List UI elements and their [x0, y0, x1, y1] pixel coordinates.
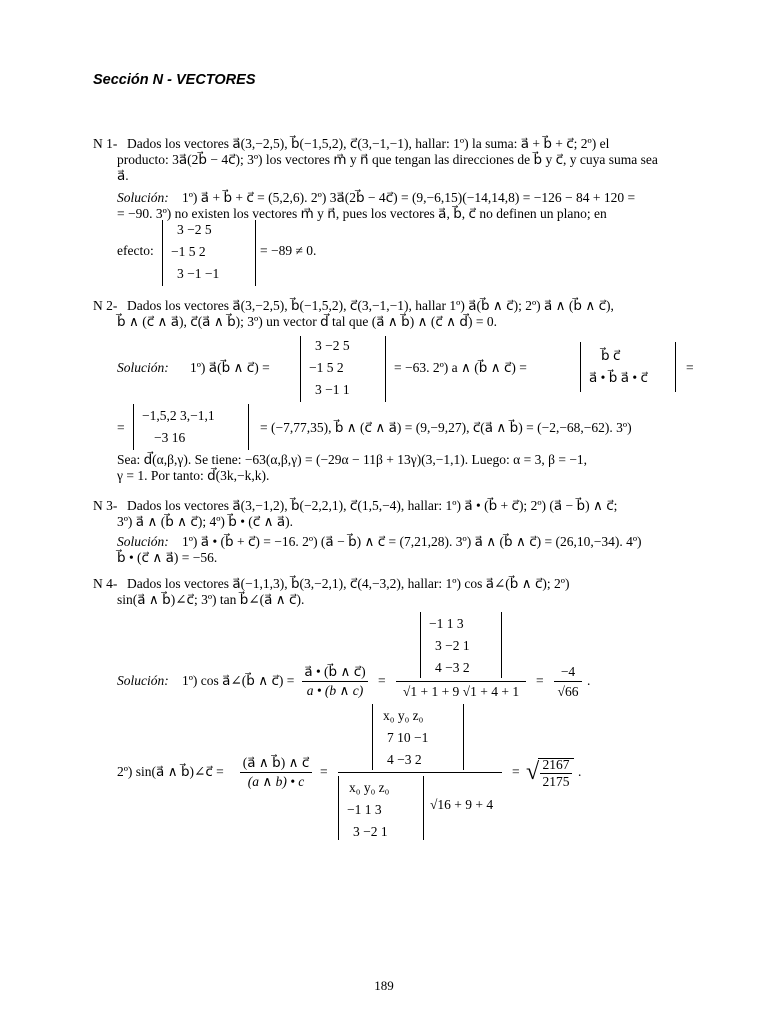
det-row: 3 −2 1 — [353, 824, 388, 839]
problem-text: Dados los vectores a⃗(3,−2,5), b⃗(−1,5,2), c⃗(3,−1,−1), hallar 1º) a⃗(b⃗ ∧ c⃗); 2º) a⃗ ∧ (b⃗ ∧ c⃗), — [127, 298, 614, 313]
problem-label: N 2- — [93, 298, 118, 313]
fraction-denominator: a • (b ∧ c) — [306, 683, 364, 698]
solution-text: γ = 1. Por tanto: d⃗(3k,−k,k). — [117, 468, 270, 483]
det-row: 4 −3 2 — [435, 660, 470, 675]
determinant — [338, 776, 424, 840]
equals-sign: = — [536, 673, 544, 688]
solution-text: 1º) cos a⃗∠(b⃗ ∧ c⃗) = — [182, 673, 295, 688]
det-row: 3 −2 1 — [435, 638, 470, 653]
solution-text: 1º) a⃗ • (b⃗ + c⃗) = −16. 2º) (a⃗ − b⃗) ∧ c⃗ = (7,21,28). 3º) a⃗ ∧ (b⃗ ∧ c⃗) = (26,10,−34). 4º) — [182, 534, 642, 549]
solution-text: = −90. 3º) no existen los vectores m⃗ y n⃗, pues los vectores a⃗, b⃗, c⃗ no definen un plano; en — [117, 206, 607, 221]
page-number: 189 — [374, 978, 394, 993]
fraction-numerator: a⃗ • (b⃗ ∧ c⃗) — [304, 664, 366, 679]
solution-text: = (−7,77,35), b⃗ ∧ (c⃗ ∧ a⃗) = (9,−9,27), c⃗(a⃗ ∧ b⃗) = (−2,−68,−62). 3º) — [260, 420, 632, 435]
radical-expression: √16 + 9 + 4 — [430, 797, 494, 812]
fraction-numerator: (a⃗ ∧ b⃗) ∧ c⃗ — [242, 755, 310, 770]
problem-text: a⃗. — [117, 168, 129, 183]
det-row: 4 −3 2 — [387, 752, 422, 767]
problem-text: Dados los vectores a⃗(3,−1,2), b⃗(−2,2,1), c⃗(1,5,−4), hallar: 1º) a⃗ • (b⃗ + c⃗); 2º) (a⃗ − b⃗) ∧ c⃗; — [127, 498, 618, 513]
solution-label: Solución: — [117, 360, 169, 375]
det-row: x₀ y₀ z₀ — [383, 708, 424, 723]
equals-sign: = — [320, 764, 328, 779]
problem-label: N 1- — [93, 136, 118, 151]
period: . — [578, 764, 582, 779]
period: . — [587, 673, 591, 688]
result-numerator: −4 — [560, 664, 576, 679]
solution-label: Solución: — [117, 673, 169, 688]
det-row: 7 10 −1 — [387, 730, 429, 745]
fraction-bar — [302, 681, 368, 682]
problem-text: Dados los vectores a⃗(−1,1,3), b⃗(3,−2,1), c⃗(4,−3,2), hallar: 1º) cos a⃗∠(b⃗ ∧ c⃗); 2º) — [127, 576, 570, 591]
solution-text: Sea: d⃗(α,β,γ). Se tiene: −63(α,β,γ) = (−29α − 11β + 13γ)(3,−1,1). Luego: α = 3, β = −1, — [117, 452, 588, 467]
problem-text: producto: 3a⃗(2b⃗ − 4c⃗); 3º) los vectores m⃗ y n⃗ que tengan las direcciones de b⃗ y c⃗, y cuya suma sea — [117, 152, 658, 167]
problem-text: Dados los vectores a⃗(3,−2,5), b⃗(−1,5,2), c⃗(3,−1,−1), hallar: 1º) la suma: a⃗ + b⃗ + c⃗; 2º) el — [127, 136, 610, 151]
solution-text: = — [686, 360, 694, 375]
det-row: 3 −2 5 — [315, 338, 350, 353]
equals-sign: = — [512, 764, 520, 779]
radical-expression: √1 + 1 + 9 √1 + 4 + 1 — [402, 684, 520, 699]
determinant — [372, 704, 464, 770]
solution-text: 1º) a⃗ + b⃗ + c⃗ = (5,2,6). 2º) 3a⃗(2b⃗ − 4c⃗) = (9,−6,15)(−14,14,8) = −126 − 84 + 120 = — [182, 190, 636, 205]
determinant — [133, 404, 249, 450]
determinant — [420, 612, 502, 678]
det-prefix: efecto: — [117, 243, 154, 258]
solution-text: 1º) a⃗(b⃗ ∧ c⃗) = — [190, 360, 270, 375]
determinant — [580, 342, 676, 392]
problem-text: b⃗ ∧ (c⃗ ∧ a⃗), c⃗(a⃗ ∧ b⃗); 3º) un vector d⃗ tal que (a⃗ ∧ b⃗) ∧ (c⃗ ∧ d⃗) = 0. — [117, 314, 497, 329]
solution-text: b⃗ • (c⃗ ∧ a⃗) = −56. — [117, 550, 218, 565]
problem-text: sin(a⃗ ∧ b⃗)∠c⃗; 3º) tan b⃗∠(a⃗ ∧ c⃗). — [117, 592, 305, 607]
problem-label: N 4- — [93, 576, 118, 591]
problem-text: 3º) a⃗ ∧ (b⃗ ∧ c⃗); 4º) b⃗ • (c⃗ ∧ a⃗). — [117, 514, 293, 529]
determinant — [162, 220, 256, 286]
fraction-bar — [338, 772, 502, 773]
fraction-denominator: (a ∧ b) • c — [247, 774, 305, 789]
equals-sign: = — [378, 673, 386, 688]
result-denominator: 2175 — [542, 774, 570, 789]
sqrt-symbol: √ — [526, 759, 540, 785]
det-row: −1 5 2 — [171, 244, 206, 259]
det-row: x₀ y₀ z₀ — [349, 780, 390, 795]
det-row: b⃗ c⃗ — [601, 348, 621, 363]
det-row: 3 −1 −1 — [177, 266, 220, 281]
solution-text: = −63. 2º) a ∧ (b⃗ ∧ c⃗) = — [394, 360, 527, 375]
det-row: a⃗ • b⃗ a⃗ • c⃗ — [589, 370, 648, 385]
solution-label: Solución: — [117, 190, 169, 205]
result-denominator: √66 — [557, 684, 579, 699]
det-row: −1 1 3 — [429, 616, 464, 631]
result-numerator: 2167 — [542, 757, 570, 772]
fraction-bar — [396, 681, 526, 682]
det-row: 3 −1 1 — [315, 382, 350, 397]
det-row: −1 1 3 — [347, 802, 382, 817]
fraction-bar — [554, 681, 582, 682]
det-row: −1 5 2 — [309, 360, 344, 375]
det-row: −1,5,2 3,−1,1 — [142, 408, 215, 423]
det-result: = −89 ≠ 0. — [260, 243, 317, 258]
solution-text: 2º) sin(a⃗ ∧ b⃗)∠c⃗ = — [117, 764, 224, 779]
det-row: −3 16 — [154, 430, 186, 445]
fraction-bar — [240, 772, 312, 773]
det-row: 3 −2 5 — [177, 222, 212, 237]
problem-label: N 3- — [93, 498, 118, 513]
determinant — [300, 336, 386, 402]
section-title: Sección N - VECTORES — [93, 72, 256, 88]
solution-label: Solución: — [117, 534, 169, 549]
solution-text: = — [117, 420, 125, 435]
